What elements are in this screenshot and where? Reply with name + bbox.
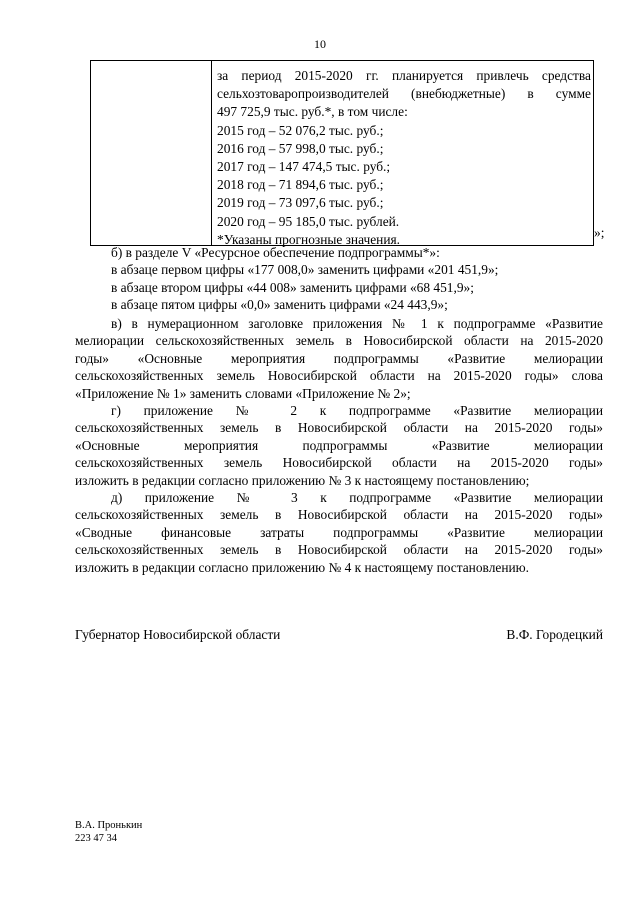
executor-footer xyxy=(75,819,142,845)
paragraph-line: сельскохозяйственных земель в Новосибирской области на 2015-2020 годы» xyxy=(75,420,603,436)
page-number: 10 xyxy=(314,37,326,51)
paragraph-line: г) приложение № 2 к подпрограмме «Развитие мелиорации xyxy=(111,403,603,418)
paragraph-line: изложить в редакции согласно приложению № 3 к настоящему постановлению; xyxy=(75,472,530,488)
table-line: сельхозтоваропроизводителей (внебюджетные) в сумме xyxy=(217,86,591,102)
paragraph-line: д) приложение № 3 к подпрограмме «Развитие мелиорации xyxy=(111,490,603,505)
section-b-heading: б) в разделе V «Ресурсное обеспечение подпрограммы*»: xyxy=(111,245,440,260)
continuation-table xyxy=(90,60,594,246)
paragraph-line: «Сводные финансовые затраты подпрограммы «Развитие мелиорации xyxy=(75,524,603,540)
table-footnote: *Указаны прогнозные значения. xyxy=(217,231,401,247)
paragraph-v xyxy=(75,315,603,402)
paragraph-line: изложить в редакции согласно приложению № 4 к настоящему постановлению. xyxy=(75,559,529,575)
paragraph-line: «Основные мероприятия подпрограммы «Развитие мелиорации xyxy=(75,437,603,453)
paragraph-line: сельскохозяйственных земель Новосибирской области на 2015-2020 годы» xyxy=(75,455,603,471)
table-line: за период 2015-2020 гг. планируется привлечь средства xyxy=(217,68,591,83)
table-line: 2017 год – 147 474,5 тыс. руб.; xyxy=(217,159,391,175)
table-column-divider xyxy=(211,61,212,245)
paragraph-line: в) в нумерационном заголовке приложения № 1 к подпрограмме «Развитие xyxy=(111,316,603,331)
section-b-item: в абзаце втором цифры «44 008» заменить цифрами «68 451,9»; xyxy=(111,279,474,295)
executor-phone: 223 47 34 xyxy=(75,833,117,844)
paragraph-line: мелиорации сельскохозяйственных земель в Новосибирской области на 2015-2020 xyxy=(75,333,603,349)
table-line: 2020 год – 95 185,0 тыс. рублей. xyxy=(217,213,400,229)
paragraph-line: сельскохозяйственных земель в Новосибирской области на 2015-2020 годы» xyxy=(75,507,603,523)
signatory-name: В.Ф. Городецкий xyxy=(506,627,603,642)
signatory-position: Губернатор Новосибирской области xyxy=(75,627,281,642)
paragraph-d xyxy=(75,489,603,576)
section-b xyxy=(75,244,603,314)
table-closing-mark: »; xyxy=(594,225,605,240)
paragraph-line: сельскохозяйственных земель в Новосибирской области на 2015-2020 годы» xyxy=(75,542,603,558)
table-line: 2016 год – 57 998,0 тыс. руб.; xyxy=(217,140,384,156)
paragraph-line: «Приложение № 1» заменить словами «Приложение № 2»; xyxy=(75,385,411,401)
paragraph-line: сельскохозяйственных земель Новосибирской области на 2015-2020 годы» слова xyxy=(75,368,603,384)
paragraph-g xyxy=(75,402,603,489)
table-line: 2018 год – 71 894,6 тыс. руб.; xyxy=(217,177,384,193)
table-right-border xyxy=(593,61,594,245)
section-b-item: в абзаце пятом цифры «0,0» заменить цифрами «24 443,9»; xyxy=(111,297,448,313)
table-line: 2019 год – 73 097,6 тыс. руб.; xyxy=(217,195,384,211)
executor-name: В.А. Пронькин xyxy=(75,820,143,831)
table-line: 2015 год – 52 076,2 тыс. руб.; xyxy=(217,122,384,138)
paragraph-line: годы» «Основные мероприятия подпрограммы «Развитие мелиорации xyxy=(75,350,603,366)
table-cell-text xyxy=(217,67,591,249)
section-b-item: в абзаце первом цифры «177 008,0» заменить цифрами «201 451,9»; xyxy=(111,262,499,278)
table-line: 497 725,9 тыс. руб.*, в том числе: xyxy=(217,104,408,120)
